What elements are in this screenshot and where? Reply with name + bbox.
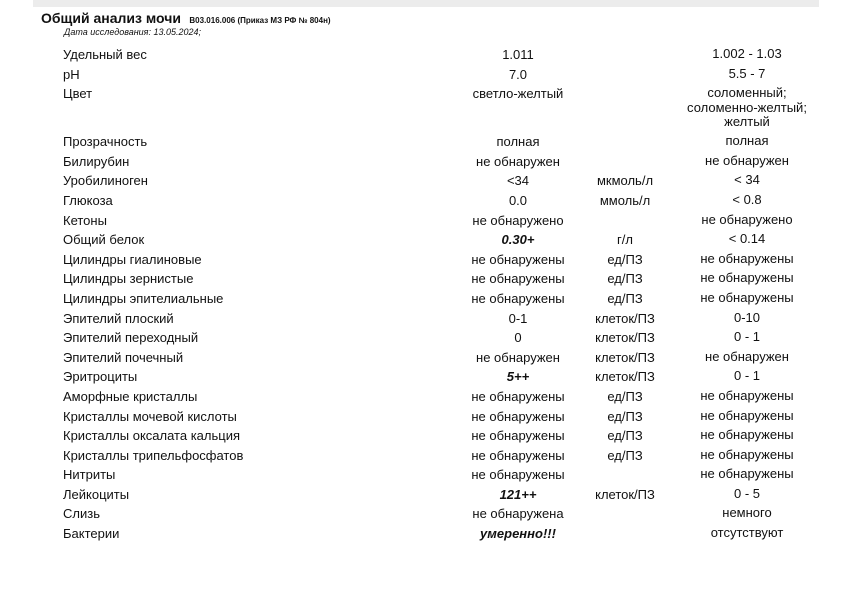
unit: ед/ПЗ: [607, 408, 643, 424]
report-title: [41, 10, 331, 28]
table-row: [0, 171, 841, 191]
result-value: не обнаружены: [471, 271, 565, 287]
parameter-name: Кристаллы мочевой кислоты: [63, 408, 237, 424]
parameter-name: Цвет: [63, 86, 93, 102]
table-row: [0, 446, 841, 466]
unit: мкмоль/л: [596, 173, 654, 189]
study-date: Дата исследования: 13.05.2024;: [64, 27, 202, 37]
parameter-name: Эпителий плоский: [63, 310, 174, 326]
reference-range: < 34: [734, 172, 760, 188]
result-value: не обнаружен: [476, 349, 560, 365]
parameter-name: Эритроциты: [63, 369, 138, 385]
reference-range: не обнаружены: [700, 427, 794, 443]
reference-range: < 0.8: [732, 191, 762, 207]
unit: ммоль/л: [599, 192, 651, 208]
parameter-name: Кристаллы оксалата кальция: [63, 428, 241, 444]
table-row: [0, 132, 841, 152]
result-value: 0: [514, 330, 522, 346]
reference-range: 5.5 - 7: [728, 65, 766, 81]
parameter-name: Нитриты: [63, 467, 116, 483]
reference-range: отсутствуют: [710, 525, 784, 541]
result-value: умеренно!!!: [480, 526, 556, 542]
unit: ед/ПЗ: [607, 447, 643, 463]
reference-range: не обнаружены: [700, 446, 794, 462]
unit: ед/ПЗ: [607, 271, 643, 287]
table-row: [0, 426, 841, 446]
parameter-name: Аморфные кристаллы: [63, 388, 198, 404]
reference-range: 0-10: [733, 309, 761, 325]
unit: ед/ПЗ: [607, 428, 643, 444]
table-row: [0, 250, 841, 270]
table-row: [0, 152, 841, 172]
reference-range: 0 - 1: [733, 368, 760, 384]
unit: клеток/ПЗ: [595, 349, 655, 365]
result-value: <34: [506, 173, 530, 189]
result-value: не обнаружены: [471, 251, 565, 267]
result-value: 0-1: [508, 310, 528, 326]
parameter-name: Глюкоза: [63, 192, 113, 208]
reference-range: 0 - 5: [733, 485, 760, 501]
table-row: [0, 45, 841, 65]
parameter-name: Кетоны: [63, 212, 107, 228]
parameter-name: Удельный вес: [63, 47, 147, 62]
table-row: [0, 65, 841, 85]
result-value: 1.011: [502, 47, 534, 62]
result-value: светло-желтый: [472, 86, 564, 102]
table-row: [0, 211, 841, 231]
result-value: не обнаружен: [476, 153, 560, 169]
unit: ед/ПЗ: [607, 388, 643, 404]
reference-range: не обнаружен: [705, 348, 789, 364]
reference-range: не обнаружены: [700, 387, 794, 403]
reference-range: немного: [722, 505, 772, 521]
table-row: [0, 465, 841, 485]
reference-range: 1.002 - 1.03: [712, 46, 782, 61]
result-value: не обнаружена: [472, 506, 564, 522]
reference-range: не обнаружены: [700, 466, 794, 482]
parameter-name: Бактерии: [63, 526, 120, 542]
test-name: Общий анализ мочи: [41, 10, 181, 26]
result-value: не обнаружены: [471, 388, 565, 404]
table-row: [0, 328, 841, 348]
parameter-name: Слизь: [63, 506, 100, 522]
result-value: не обнаружено: [472, 212, 564, 228]
table-row: [0, 289, 841, 309]
parameter-name: Эпителий почечный: [63, 349, 184, 365]
result-value: 0.0: [508, 192, 528, 208]
parameter-name: Цилиндры зернистые: [63, 271, 194, 287]
table-row: [0, 367, 841, 387]
parameter-name: Эпителий переходный: [63, 330, 199, 346]
table-row: [0, 230, 841, 250]
result-value: 121++: [499, 486, 537, 502]
table-row: [0, 407, 841, 427]
unit: ед/ПЗ: [607, 290, 643, 306]
reference-range: 0 - 1: [733, 329, 760, 345]
reference-range: не обнаружены: [700, 289, 794, 305]
parameter-name: Кристаллы трипельфосфатов: [63, 447, 244, 463]
table-row: [0, 309, 841, 329]
result-value: не обнаружены: [471, 428, 565, 444]
result-value: 0.30+: [501, 232, 535, 248]
parameter-name: Цилиндры гиалиновые: [63, 251, 202, 267]
results-table: [0, 45, 841, 544]
table-row: [0, 485, 841, 505]
unit: ед/ПЗ: [607, 251, 643, 267]
table-row: [0, 348, 841, 368]
result-value: не обнаружены: [471, 467, 565, 483]
parameter-name: Уробилиноген: [63, 173, 148, 189]
result-value: не обнаружены: [471, 447, 565, 463]
reference-range: не обнаружены: [700, 407, 794, 423]
reference-range: не обнаружено: [701, 211, 793, 227]
test-code: B03.016.006 (Приказ МЗ РФ № 804н): [189, 16, 331, 25]
parameter-name: Лейкоциты: [63, 486, 130, 502]
table-row: [0, 84, 841, 132]
parameter-name: Общий белок: [63, 232, 145, 248]
unit: клеток/ПЗ: [595, 486, 655, 502]
table-row: [0, 191, 841, 211]
result-value: не обнаружены: [471, 290, 565, 306]
table-row: [0, 387, 841, 407]
parameter-name: Прозрачность: [63, 134, 148, 150]
reference-range: не обнаружен: [705, 152, 789, 168]
unit: клеток/ПЗ: [595, 310, 655, 326]
reference-range: соломенный; соломенно-желтый; желтый: [687, 85, 807, 130]
table-row: [0, 504, 841, 524]
reference-range: полная: [725, 133, 769, 149]
result-value: полная: [496, 134, 540, 150]
reference-range: < 0.14: [728, 231, 766, 247]
unit: клеток/ПЗ: [595, 369, 655, 385]
parameter-name: Цилиндры эпителиальные: [63, 290, 224, 306]
result-value: 7.0: [508, 66, 528, 82]
reference-range: не обнаружены: [700, 250, 794, 266]
unit: г/л: [617, 232, 633, 248]
reference-range: не обнаружены: [700, 270, 794, 286]
unit: клеток/ПЗ: [595, 330, 655, 346]
table-row: [0, 524, 841, 544]
parameter-name: pH: [63, 66, 80, 82]
table-row: [0, 269, 841, 289]
header-band: [33, 0, 819, 7]
result-value: 5++: [506, 369, 530, 385]
parameter-name: Билирубин: [63, 153, 130, 169]
result-value: не обнаружены: [471, 408, 565, 424]
